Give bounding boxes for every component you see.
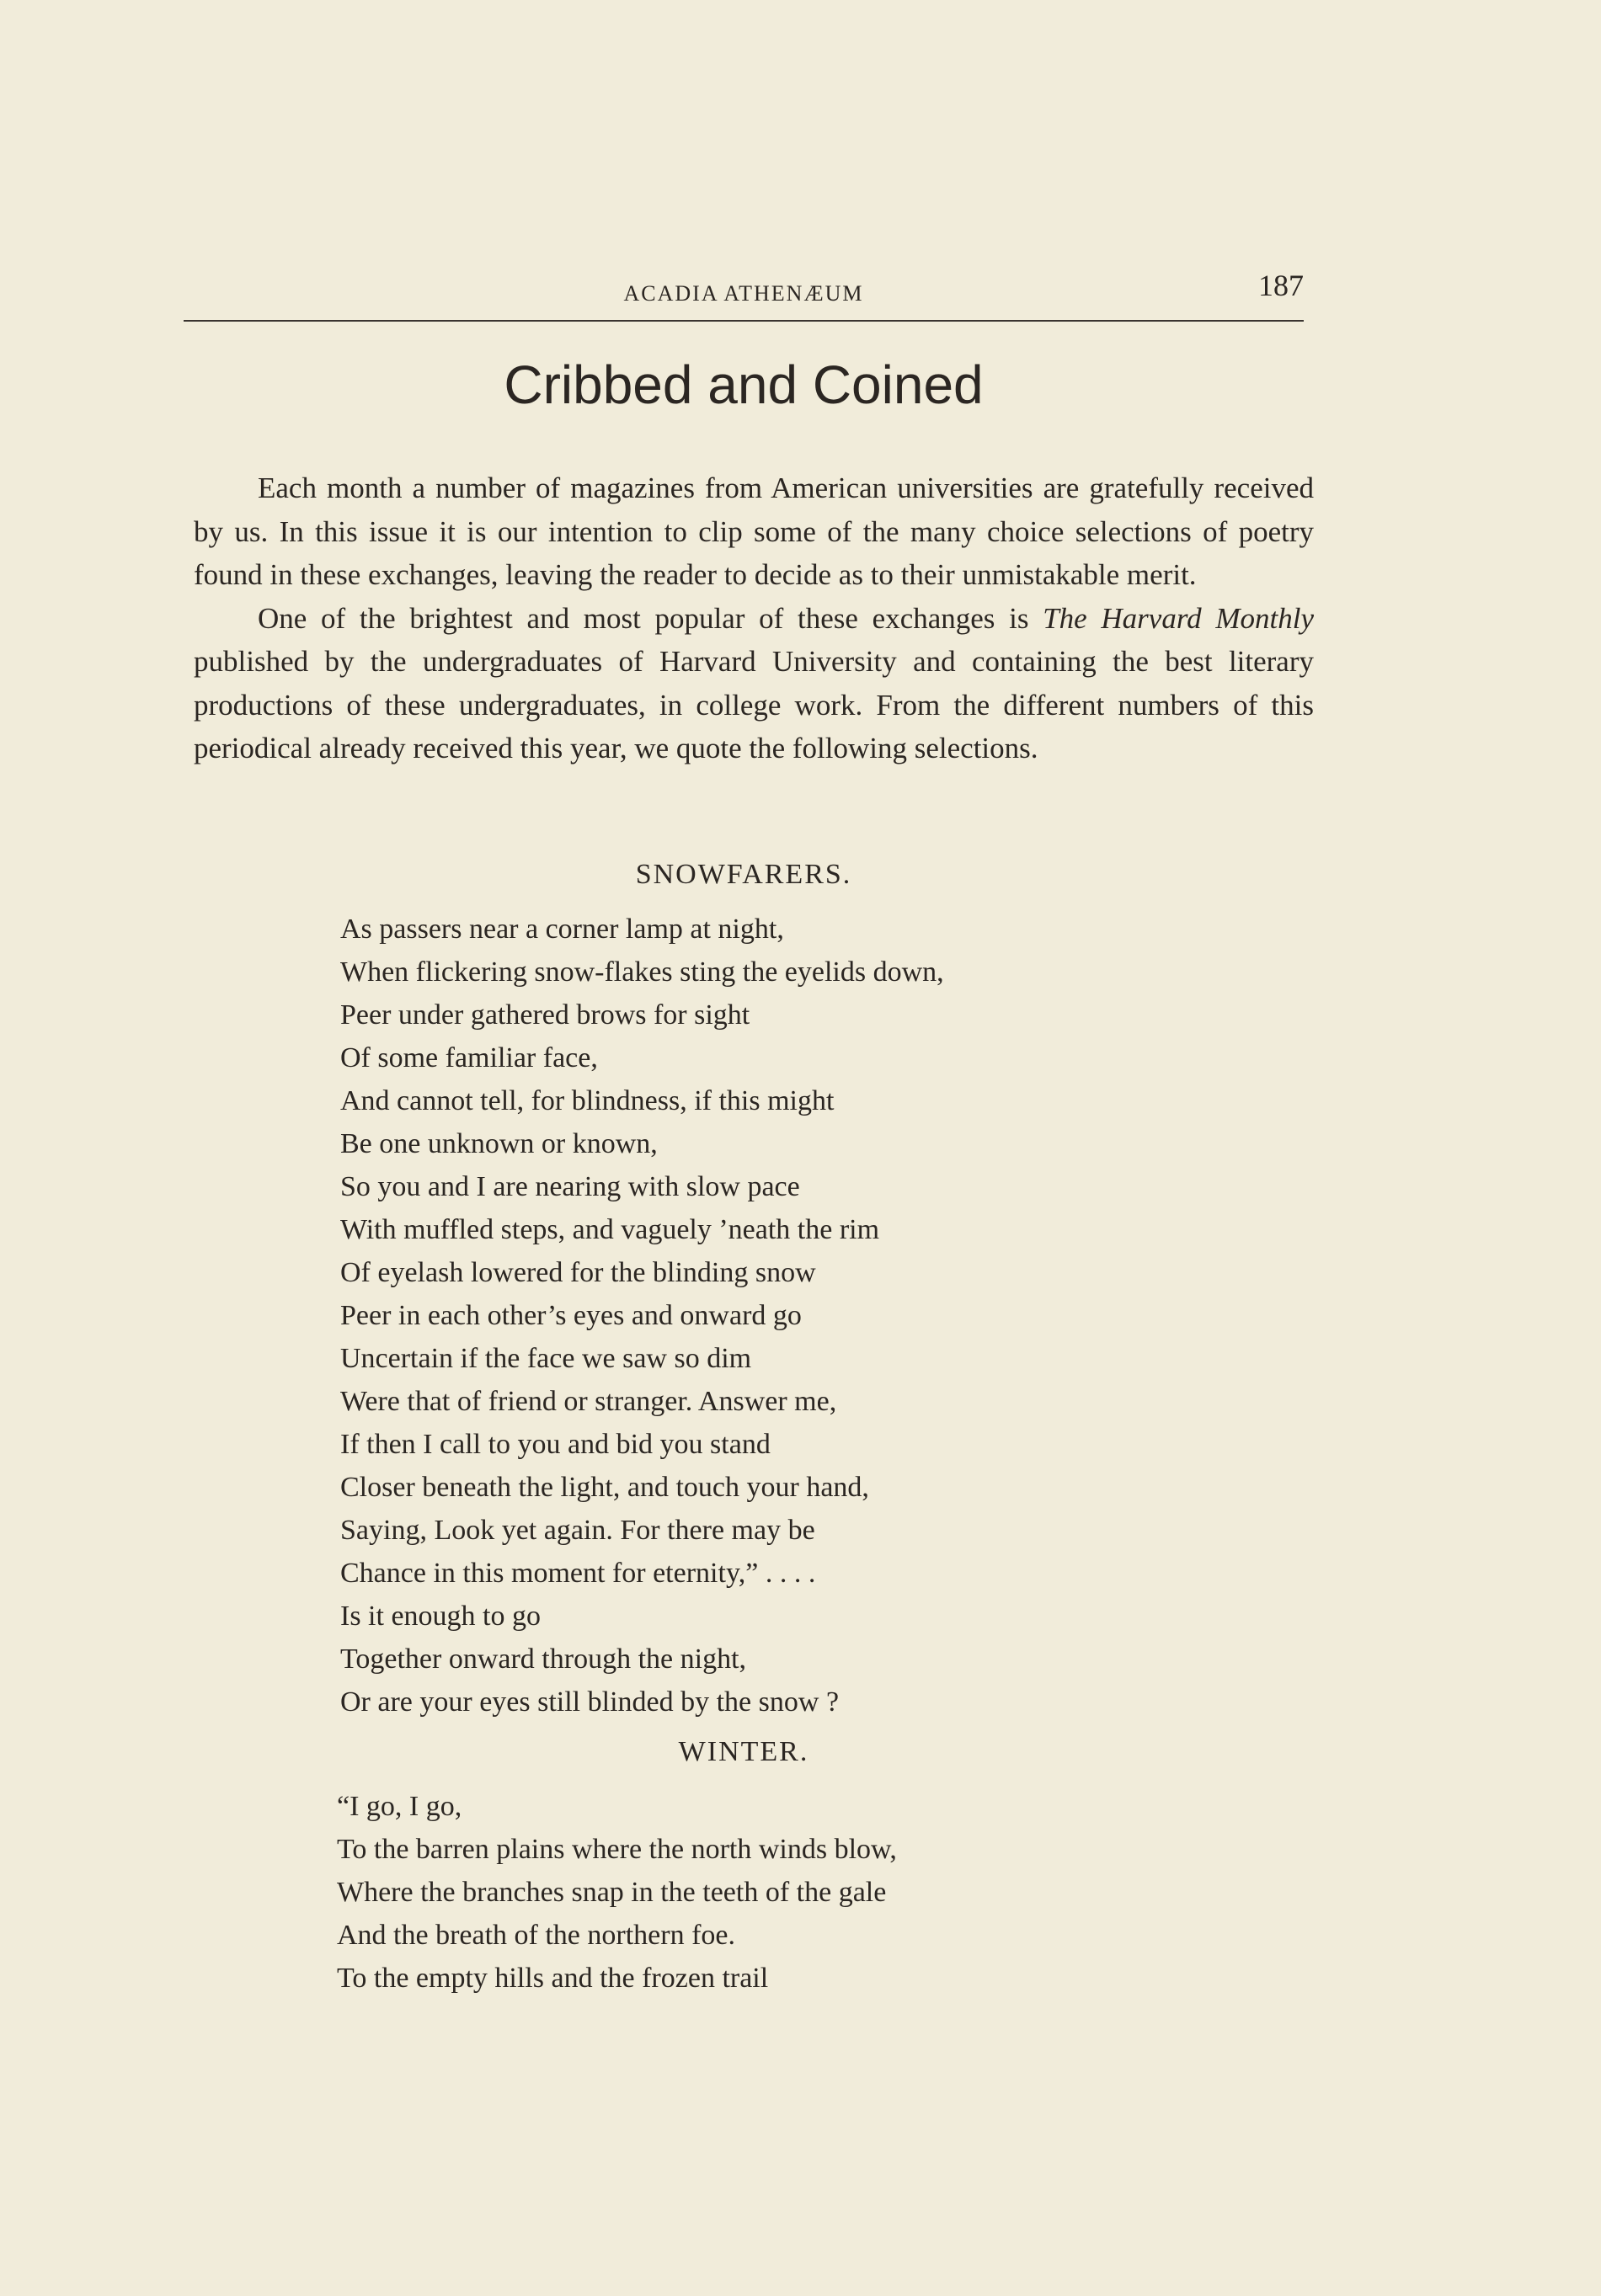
poem-line: And the breath of the northern foe. — [337, 1920, 735, 1951]
poem-line: As passers near a corner lamp at night, — [340, 914, 784, 945]
poem-line: Is it enough to go — [340, 1601, 541, 1632]
poem-line: Where the branches snap in the teeth of the gale — [337, 1877, 887, 1908]
poem-line: To the barren plains where the north winds blow, — [337, 1834, 897, 1865]
poem-line: If then I call to you and bid you stand — [340, 1429, 771, 1460]
page-header — [184, 268, 1304, 318]
poem-line: Together onward through the night, — [340, 1643, 747, 1675]
publication-title: The Harvard Monthly — [1043, 601, 1314, 635]
paragraph-harvard-monthly — [194, 597, 1314, 770]
poem-winter — [337, 1785, 897, 2000]
poem-line: When flickering snow-flakes sting the eyelids down, — [340, 956, 944, 988]
poem-line: And cannot tell, for blindness, if this might — [340, 1085, 835, 1116]
running-head: ACADIA ATHENÆUM — [623, 281, 864, 306]
paragraph-text-after: published by the undergraduates of Harvard University and containing the best literary productions of these undergraduates, in college work. From the different numbers of this periodical already received this year, we quote the following selections. — [194, 645, 1314, 764]
poem-line: Of some familiar face, — [340, 1042, 598, 1073]
poem-line: To the empty hills and the frozen trail — [337, 1963, 769, 1994]
poem-line: Be one unknown or known, — [340, 1128, 658, 1159]
page-number: 187 — [1258, 269, 1304, 302]
poem-line: Or are your eyes still blinded by the snow ? — [340, 1686, 840, 1718]
poem-title-snowfarers: SNOWFARERS. — [635, 859, 852, 890]
poem-line: Peer in each other’s eyes and onward go — [340, 1300, 802, 1331]
poem-line: Chance in this moment for eternity,” . . . . — [340, 1558, 816, 1589]
poem-line: Saying, Look yet again. For there may be — [340, 1515, 815, 1546]
poem-line: Were that of friend or stranger. Answer me, — [340, 1386, 837, 1417]
paragraph-intro: Each month a number of magazines from American universities are gratefully received by us. In this issue it is our intention to clip some of the many choice selections of poetry found in these exchanges, leaving the reader to decide as to their unmistakable merit. — [194, 471, 1314, 591]
header-rule — [184, 320, 1304, 322]
poem-line: Closer beneath the light, and touch your hand, — [340, 1472, 869, 1503]
poem-line: Uncertain if the face we saw so dim — [340, 1343, 752, 1374]
poem-line: Peer under gathered brows for sight — [340, 999, 750, 1031]
poem-title-winter: WINTER. — [678, 1736, 809, 1767]
poem-line: “I go, I go, — [337, 1791, 462, 1822]
paragraph-text-before: One of the brightest and most popular of these exchanges is — [258, 601, 1043, 635]
poem-snowfarers — [340, 908, 944, 1723]
article-body — [194, 466, 1314, 770]
poem-line: So you and I are nearing with slow pace — [340, 1171, 800, 1202]
poem-line: Of eyelash lowered for the blinding snow — [340, 1257, 816, 1288]
poem-line: With muffled steps, and vaguely ’neath the rim — [340, 1214, 880, 1245]
article-title: Cribbed and Coined — [504, 354, 984, 415]
